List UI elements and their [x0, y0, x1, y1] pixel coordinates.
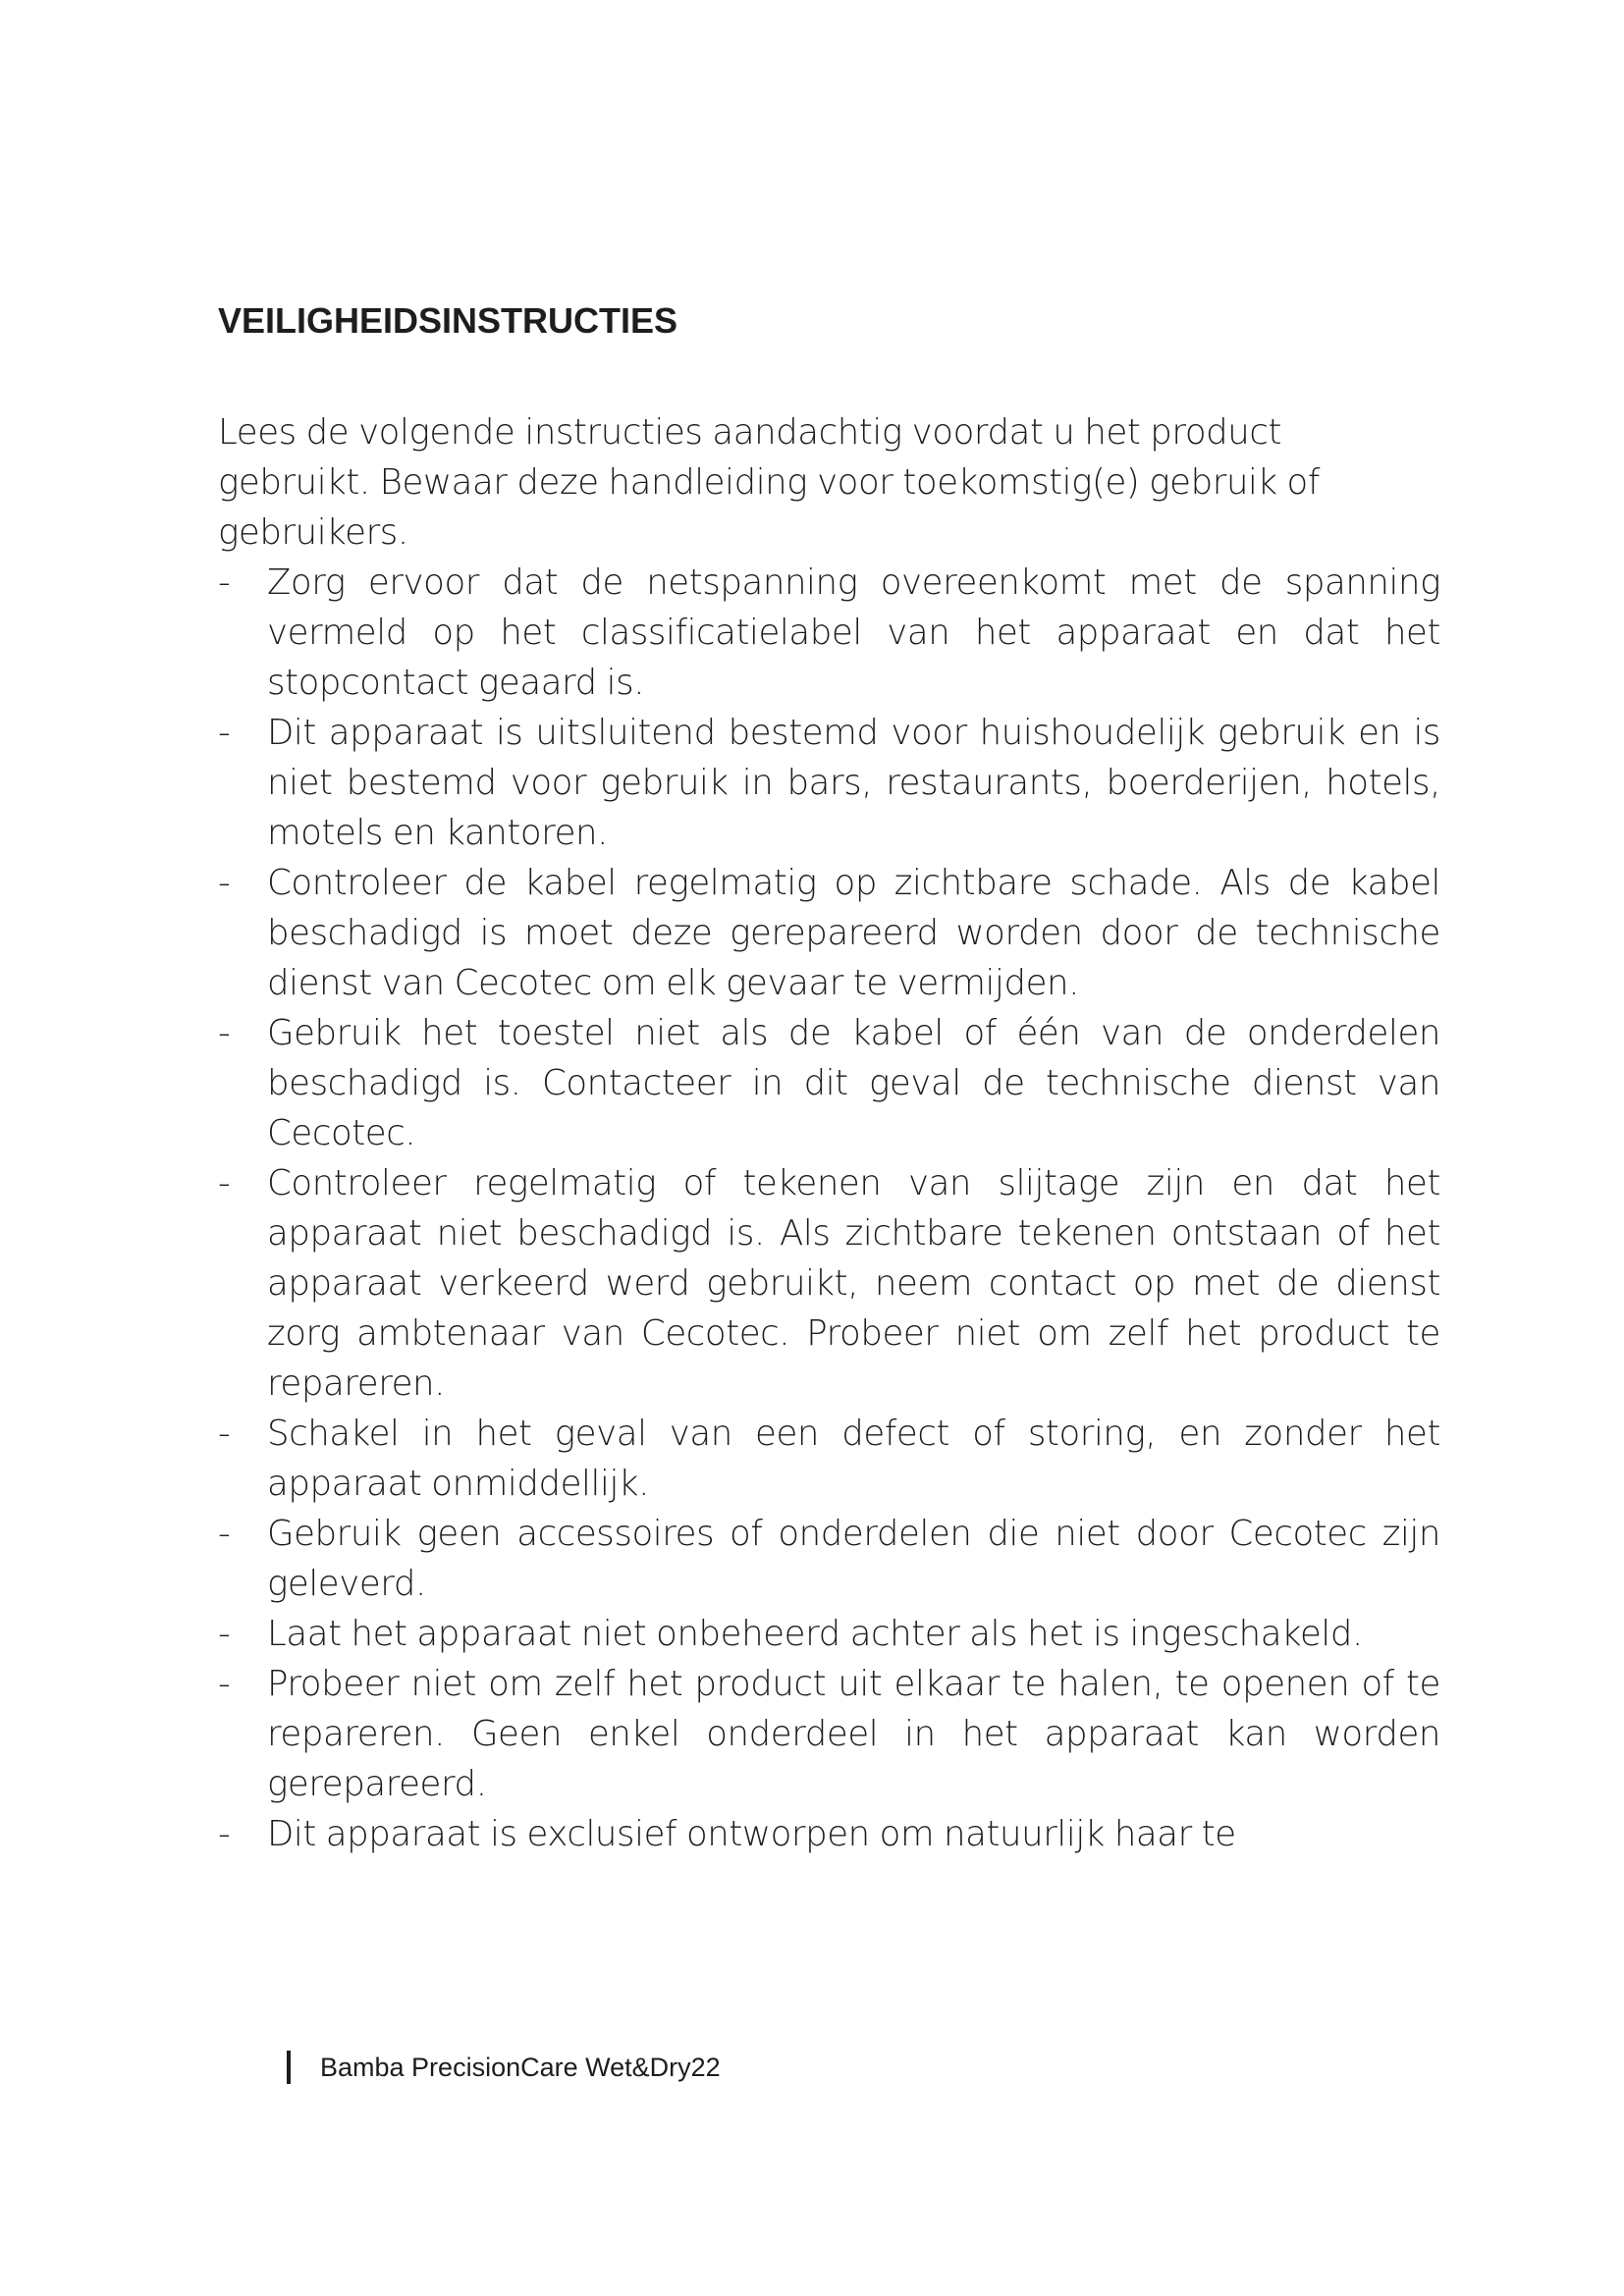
instruction-list	[218, 558, 1440, 1859]
list-item-text: Controleer de kabel regelmatig op zichtbare schade. Als de kabel beschadigd is moet deze gerepareerd worden door de technische dienst van Cecotec om elk gevaar te vermijden.	[267, 863, 1440, 1003]
bullet-dash: -	[218, 1664, 231, 1704]
list-item-text: Zorg ervoor dat de netspanning overeenkomt met de spanning vermeld op het classificatielabel van het apparaat en dat het stopcontact geaard is.	[267, 562, 1440, 703]
list-item-text: Gebruik geen accessoires of onderdelen die niet door Cecotec zijn geleverd.	[267, 1514, 1440, 1604]
bullet-dash: -	[218, 562, 231, 603]
list-item	[218, 1409, 1440, 1509]
list-item	[218, 1509, 1440, 1609]
bullet-dash: -	[218, 1814, 231, 1854]
list-item	[218, 1809, 1440, 1859]
list-item	[218, 858, 1440, 1008]
list-item-text: Controleer regelmatig of tekenen van slijtage zijn en dat het apparaat niet beschadigd is. Als zichtbare tekenen ontstaan of het apparaat verkeerd werd gebruikt, neem contact op met de dienst zorg ambtenaar van Cecotec. Probeer niet om zelf het product te repareren.	[267, 1163, 1440, 1404]
footer-divider	[287, 2051, 291, 2084]
intro-paragraph: Lees de volgende instructies aandachtig voordat u het product gebruikt. Bewaar deze handleiding voor toekomstig(e) gebruik of gebruikers.	[218, 412, 1320, 553]
list-item	[218, 1659, 1440, 1809]
bullet-dash: -	[218, 1614, 231, 1654]
bullet-dash: -	[218, 1163, 231, 1203]
bullet-dash: -	[218, 1414, 231, 1454]
bullet-dash: -	[218, 1514, 231, 1554]
list-item-text: Gebruik het toestel niet als de kabel of één van de onderdelen beschadigd is. Contacteer in dit geval de technische dienst van Cecotec.	[267, 1013, 1440, 1153]
page-footer	[287, 2048, 721, 2087]
bullet-dash: -	[218, 713, 231, 753]
bullet-dash: -	[218, 863, 231, 903]
page-title: VEILIGHEIDSINSTRUCTIES	[218, 300, 678, 341]
list-item	[218, 1609, 1440, 1659]
list-item-text: Laat het apparaat niet onbeheerd achter als het is ingeschakeld.	[267, 1614, 1363, 1654]
instructions-body	[218, 407, 1440, 1859]
list-item	[218, 1158, 1440, 1409]
list-item-text: Dit apparaat is uitsluitend bestemd voor huishoudelijk gebruik en is niet bestemd voor gebruik in bars, restaurants, boerderijen, hotels, motels en kantoren.	[267, 713, 1440, 853]
list-item-text: Dit apparaat is exclusief ontworpen om natuurlijk haar te	[267, 1814, 1236, 1854]
list-item-text: Probeer niet om zelf het product uit elkaar te halen, te openen of te repareren. Geen enkel onderdeel in het apparaat kan worden gerepareerd.	[267, 1664, 1440, 1804]
list-item	[218, 708, 1440, 858]
bullet-dash: -	[218, 1013, 231, 1053]
list-item	[218, 558, 1440, 708]
footer-product-name: Bamba PrecisionCare Wet&Dry22	[320, 2052, 721, 2082]
list-item	[218, 1008, 1440, 1158]
list-item-text: Schakel in het geval van een defect of storing, en zonder het apparaat onmiddellijk.	[267, 1414, 1440, 1504]
